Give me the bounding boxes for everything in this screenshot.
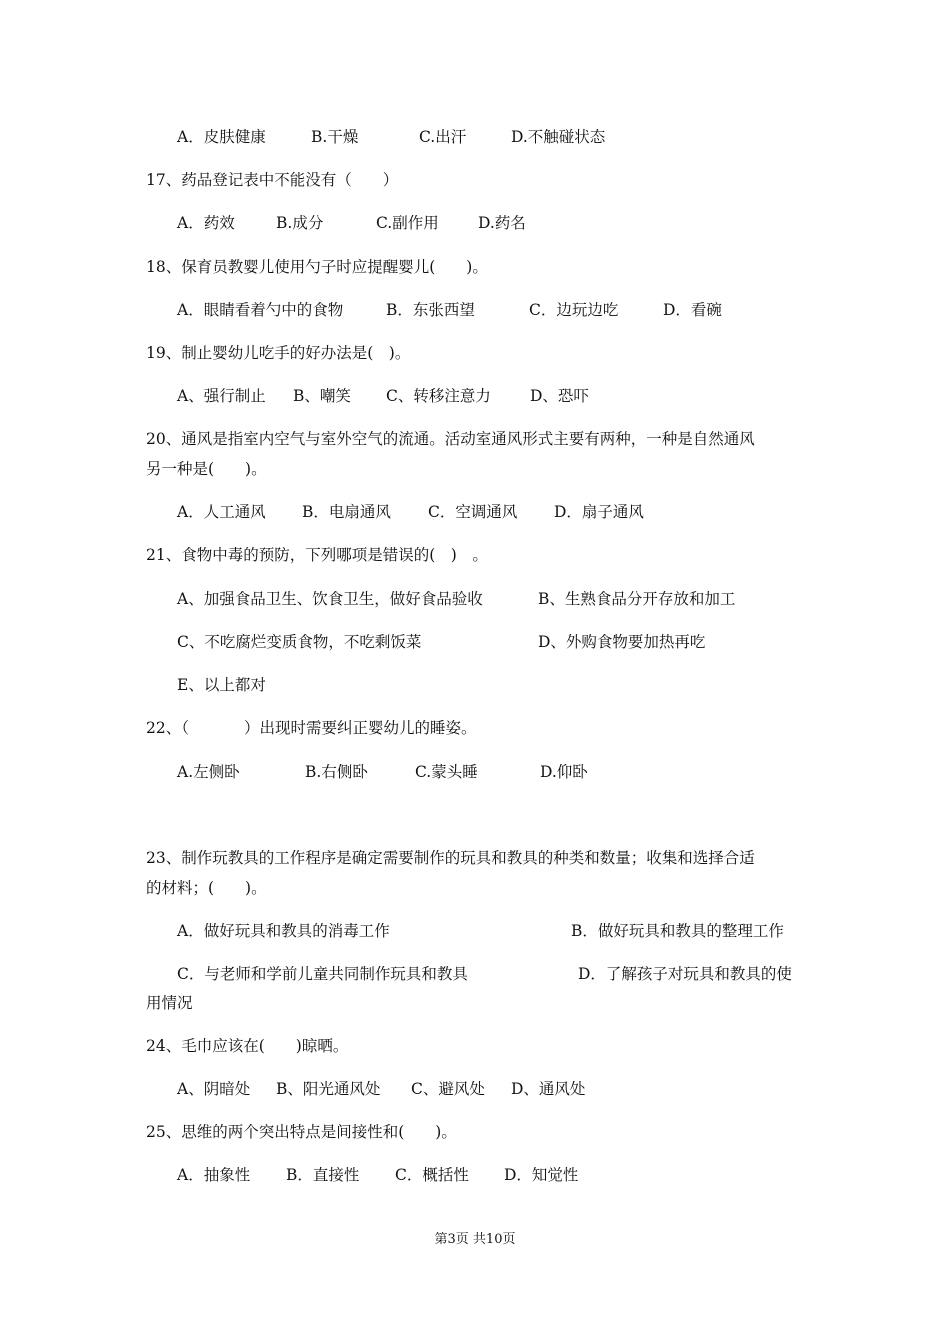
q22-option-b: B.右侧卧 (305, 763, 368, 781)
q21-option-e: E、以上都对 (177, 676, 266, 694)
q17-option-b: B.成分 (276, 214, 324, 232)
q22-option-a: A.左侧卧 (177, 763, 240, 781)
q16-option-b: B.干燥 (311, 128, 359, 146)
q18-option-c: C．边玩边吃 (529, 301, 619, 319)
q22-text-prefix: 22、（ (146, 719, 189, 737)
q23-option-d-continued: 用情况 (146, 994, 193, 1012)
q24-option-a: A、阴暗处 (177, 1080, 251, 1098)
q23-text-line2: 的材料；( )。 (146, 879, 267, 897)
q18-option-d: D．看碗 (663, 301, 722, 319)
q18-option-b: B．东张西望 (386, 301, 475, 319)
q22-option-c: C.蒙头睡 (415, 763, 478, 781)
q24-option-d: D、通风处 (511, 1080, 586, 1098)
q21-option-b: B、生熟食品分开存放和加工 (538, 590, 736, 608)
q20-text-line1: 20、通风是指室内空气与室外空气的流通。活动室通风形式主要有两种，一种是自然通风 (146, 430, 755, 448)
q18-text: 18、保育员教婴儿使用勺子时应提醒婴儿( )。 (146, 258, 488, 276)
q24-text: 24、毛巾应该在( )晾晒。 (146, 1037, 349, 1055)
q19-option-c: C、转移注意力 (386, 387, 491, 405)
q23-option-c: C．与老师和学前儿童共同制作玩具和教具 (177, 965, 468, 983)
q19-text: 19、制止婴幼儿吃手的好办法是( )。 (146, 344, 411, 362)
q17-option-a: A．药效 (177, 214, 235, 232)
q21-option-c: C、不吃腐烂变质食物，不吃剩饭菜 (177, 633, 422, 651)
q20-option-a: A．人工通风 (177, 503, 266, 521)
q20-option-d: D．扇子通风 (554, 503, 644, 521)
q20-option-c: C．空调通风 (428, 503, 518, 521)
q23-text-line1: 23、制作玩教具的工作程序是确定需要制作的玩具和教具的种类和数量；收集和选择合适 (146, 849, 755, 867)
q21-option-d: D、外购食物要加热再吃 (538, 633, 706, 651)
q23-option-d: D．了解孩子对玩具和教具的使 (578, 965, 792, 983)
q22-option-d: D.仰卧 (540, 763, 588, 781)
q23-option-b: B．做好玩具和教具的整理工作 (571, 922, 784, 940)
q23-option-a: A．做好玩具和教具的消毒工作 (177, 922, 390, 940)
q16-option-d: D.不触碰状态 (511, 128, 606, 146)
q25-option-c: C．概括性 (395, 1166, 469, 1184)
q21-text: 21、食物中毒的预防，下列哪项是错误的( ) 。 (146, 546, 488, 564)
page-footer: 第3页 共10页 (434, 1232, 516, 1247)
q25-option-d: D．知觉性 (504, 1166, 579, 1184)
q20-text-line2: 另一种是( )。 (146, 460, 267, 478)
q16-option-c: C.出汗 (419, 128, 467, 146)
q25-option-b: B．直接性 (286, 1166, 360, 1184)
q21-option-a: A、加强食品卫生、饮食卫生，做好食品验收 (177, 590, 483, 608)
q19-option-b: B、嘲笑 (293, 387, 351, 405)
q17-text: 17、药品登记表中不能没有（ ） (146, 171, 399, 189)
q24-option-c: C、避风处 (411, 1080, 485, 1098)
q17-option-c: C.副作用 (376, 214, 439, 232)
q19-option-a: A、强行制止 (177, 387, 266, 405)
q25-option-a: A．抽象性 (177, 1166, 251, 1184)
q24-option-b: B、阳光通风处 (276, 1080, 381, 1098)
q19-option-d: D、恐吓 (530, 387, 589, 405)
q25-text: 25、思维的两个突出特点是间接性和( )。 (146, 1123, 457, 1141)
q17-option-d: D.药名 (478, 214, 526, 232)
q18-option-a: A．眼睛看着勺中的食物 (177, 301, 344, 319)
q22-text-suffix: ）出现时需要纠正婴幼儿的睡姿。 (244, 719, 477, 737)
q16-option-a: A．皮肤健康 (177, 128, 266, 146)
q20-option-b: B．电扇通风 (302, 503, 391, 521)
